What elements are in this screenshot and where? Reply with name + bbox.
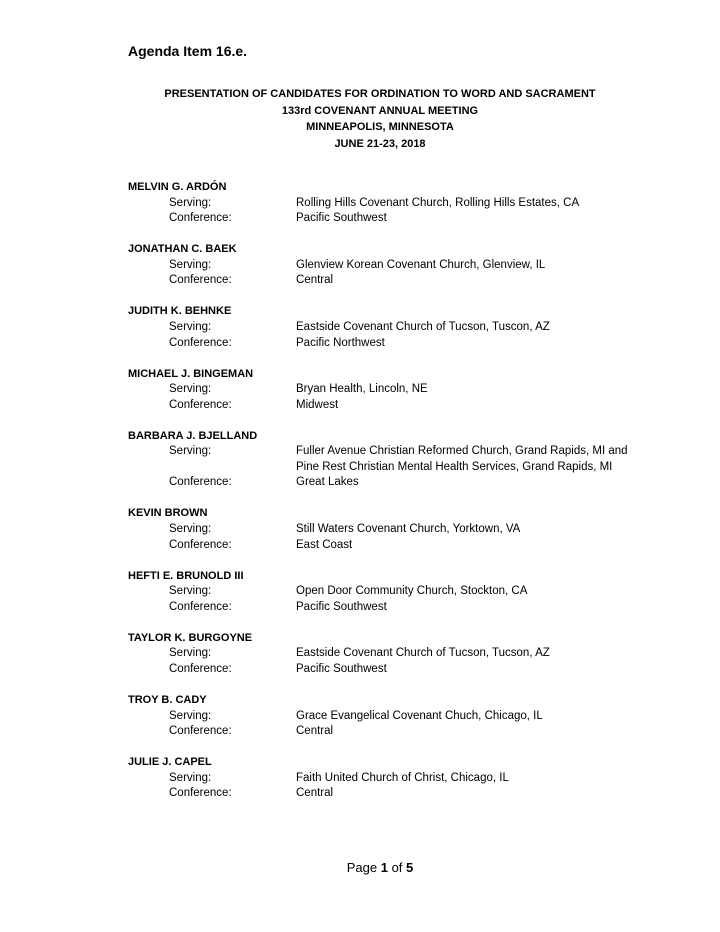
page-word: Page [346, 860, 378, 875]
conference-value: Pacific Southwest [296, 600, 387, 613]
conference-value: Pacific Northwest [296, 336, 385, 349]
page-total: 5 [406, 860, 414, 875]
candidate-name: KEVIN BROWN [128, 507, 208, 520]
conference-row [128, 600, 688, 616]
header-meeting: 133rd COVENANT ANNUAL MEETING [281, 104, 479, 117]
serving-row [128, 709, 688, 725]
conference-value: Pacific Southwest [296, 212, 387, 225]
agenda-item-label: Agenda Item 16.e. [128, 43, 248, 59]
conference-label: Conference: [169, 476, 232, 489]
conference-value: Central [296, 274, 334, 287]
candidate-entry [128, 180, 688, 227]
candidate-entry [128, 367, 688, 414]
serving-line: Rolling Hills Covenant Church, Rolling Hills Estates, CA [296, 196, 580, 209]
conference-label: Conference: [169, 662, 232, 675]
header-title: PRESENTATION OF CANDIDATES FOR ORDINATION TO WORD AND SACRAMENT [164, 88, 596, 100]
serving-row [128, 646, 688, 662]
conference-row [128, 786, 688, 802]
conference-label: Conference: [169, 274, 232, 287]
conference-label: Conference: [169, 212, 232, 225]
conference-row [128, 273, 688, 289]
candidate-name: HEFTI E. BRUNOLD III [128, 569, 244, 582]
serving-row [128, 522, 688, 538]
serving-label: Serving: [169, 258, 212, 271]
candidate-name: MELVIN G. ARDÓN [128, 181, 227, 193]
serving-label: Serving: [169, 445, 212, 458]
candidate-entry [128, 631, 688, 678]
serving-line: Bryan Health, Lincoln, NE [296, 383, 428, 396]
conference-label: Conference: [169, 725, 232, 738]
conference-value: Central [296, 787, 334, 800]
serving-label: Serving: [169, 771, 212, 784]
document-header [0, 86, 720, 152]
serving-value [296, 709, 688, 725]
serving-label: Serving: [169, 647, 212, 660]
serving-row [128, 258, 688, 274]
candidate-name: MICHAEL J. BINGEMAN [128, 367, 254, 380]
serving-label: Serving: [169, 383, 212, 396]
candidate-entry [128, 506, 688, 553]
serving-value [296, 771, 688, 787]
serving-value [296, 646, 688, 662]
candidate-entry [128, 569, 688, 616]
serving-value [296, 320, 688, 336]
candidate-entry [128, 693, 688, 740]
conference-label: Conference: [169, 787, 232, 800]
serving-line: Eastside Covenant Church of Tucson, Tuscon, AZ [296, 320, 550, 333]
serving-line: Glenview Korean Covenant Church, Glenview, IL [296, 258, 546, 271]
serving-label: Serving: [169, 196, 212, 209]
header-date: JUNE 21-23, 2018 [334, 137, 426, 150]
conference-row [128, 336, 688, 352]
serving-label: Serving: [169, 709, 212, 722]
conference-value: East Coast [296, 538, 353, 551]
conference-value: Great Lakes [296, 476, 359, 489]
candidate-name: TROY B. CADY [128, 693, 207, 706]
serving-row [128, 584, 688, 600]
page-footer [0, 860, 720, 875]
serving-line: Fuller Avenue Christian Reformed Church, Grand Rapids, MI and [296, 445, 628, 458]
conference-row [128, 724, 688, 740]
serving-line: Grace Evangelical Covenant Chuch, Chicago, IL [296, 709, 543, 722]
serving-row [128, 382, 688, 398]
serving-line: Eastside Covenant Church of Tucson, Tucson, AZ [296, 647, 550, 660]
candidate-list [128, 180, 688, 817]
candidate-entry [128, 242, 688, 289]
of-word: of [391, 860, 403, 875]
serving-value [296, 522, 688, 538]
conference-label: Conference: [169, 336, 232, 349]
serving-row [128, 320, 688, 336]
page-number: 1 [380, 860, 388, 875]
serving-value [296, 196, 688, 212]
serving-line: Pine Rest Christian Mental Health Services, Grand Rapids, MI [296, 460, 613, 473]
conference-row [128, 398, 688, 414]
serving-row [128, 196, 688, 212]
conference-label: Conference: [169, 538, 232, 551]
candidate-entry [128, 429, 688, 491]
serving-label: Serving: [169, 320, 212, 333]
conference-row [128, 662, 688, 678]
conference-value: Midwest [296, 398, 339, 411]
candidate-name: JULIE J. CAPEL [128, 756, 212, 769]
serving-line: Still Waters Covenant Church, Yorktown, VA [296, 523, 521, 536]
candidate-name: JONATHAN C. BAEK [128, 243, 237, 256]
conference-row [128, 538, 688, 554]
serving-value [296, 258, 688, 274]
serving-value [296, 584, 688, 600]
serving-label: Serving: [169, 523, 212, 536]
conference-row [128, 475, 688, 491]
serving-line: Open Door Community Church, Stockton, CA [296, 585, 528, 598]
serving-value [296, 444, 688, 475]
candidate-name: TAYLOR K. BURGOYNE [128, 631, 253, 644]
serving-value [296, 382, 688, 398]
serving-line: Faith United Church of Christ, Chicago, IL [296, 771, 509, 784]
conference-row [128, 211, 688, 227]
candidate-entry [128, 304, 688, 351]
candidate-name: BARBARA J. BJELLAND [128, 429, 258, 442]
serving-label: Serving: [169, 585, 212, 598]
conference-value: Pacific Southwest [296, 662, 387, 675]
serving-row [128, 444, 688, 475]
conference-value: Central [296, 725, 334, 738]
header-location: MINNEAPOLIS, MINNESOTA [306, 121, 454, 133]
conference-label: Conference: [169, 600, 232, 613]
candidate-name: JUDITH K. BEHNKE [128, 305, 232, 318]
candidate-entry [128, 755, 688, 802]
conference-label: Conference: [169, 398, 232, 411]
serving-row [128, 771, 688, 787]
